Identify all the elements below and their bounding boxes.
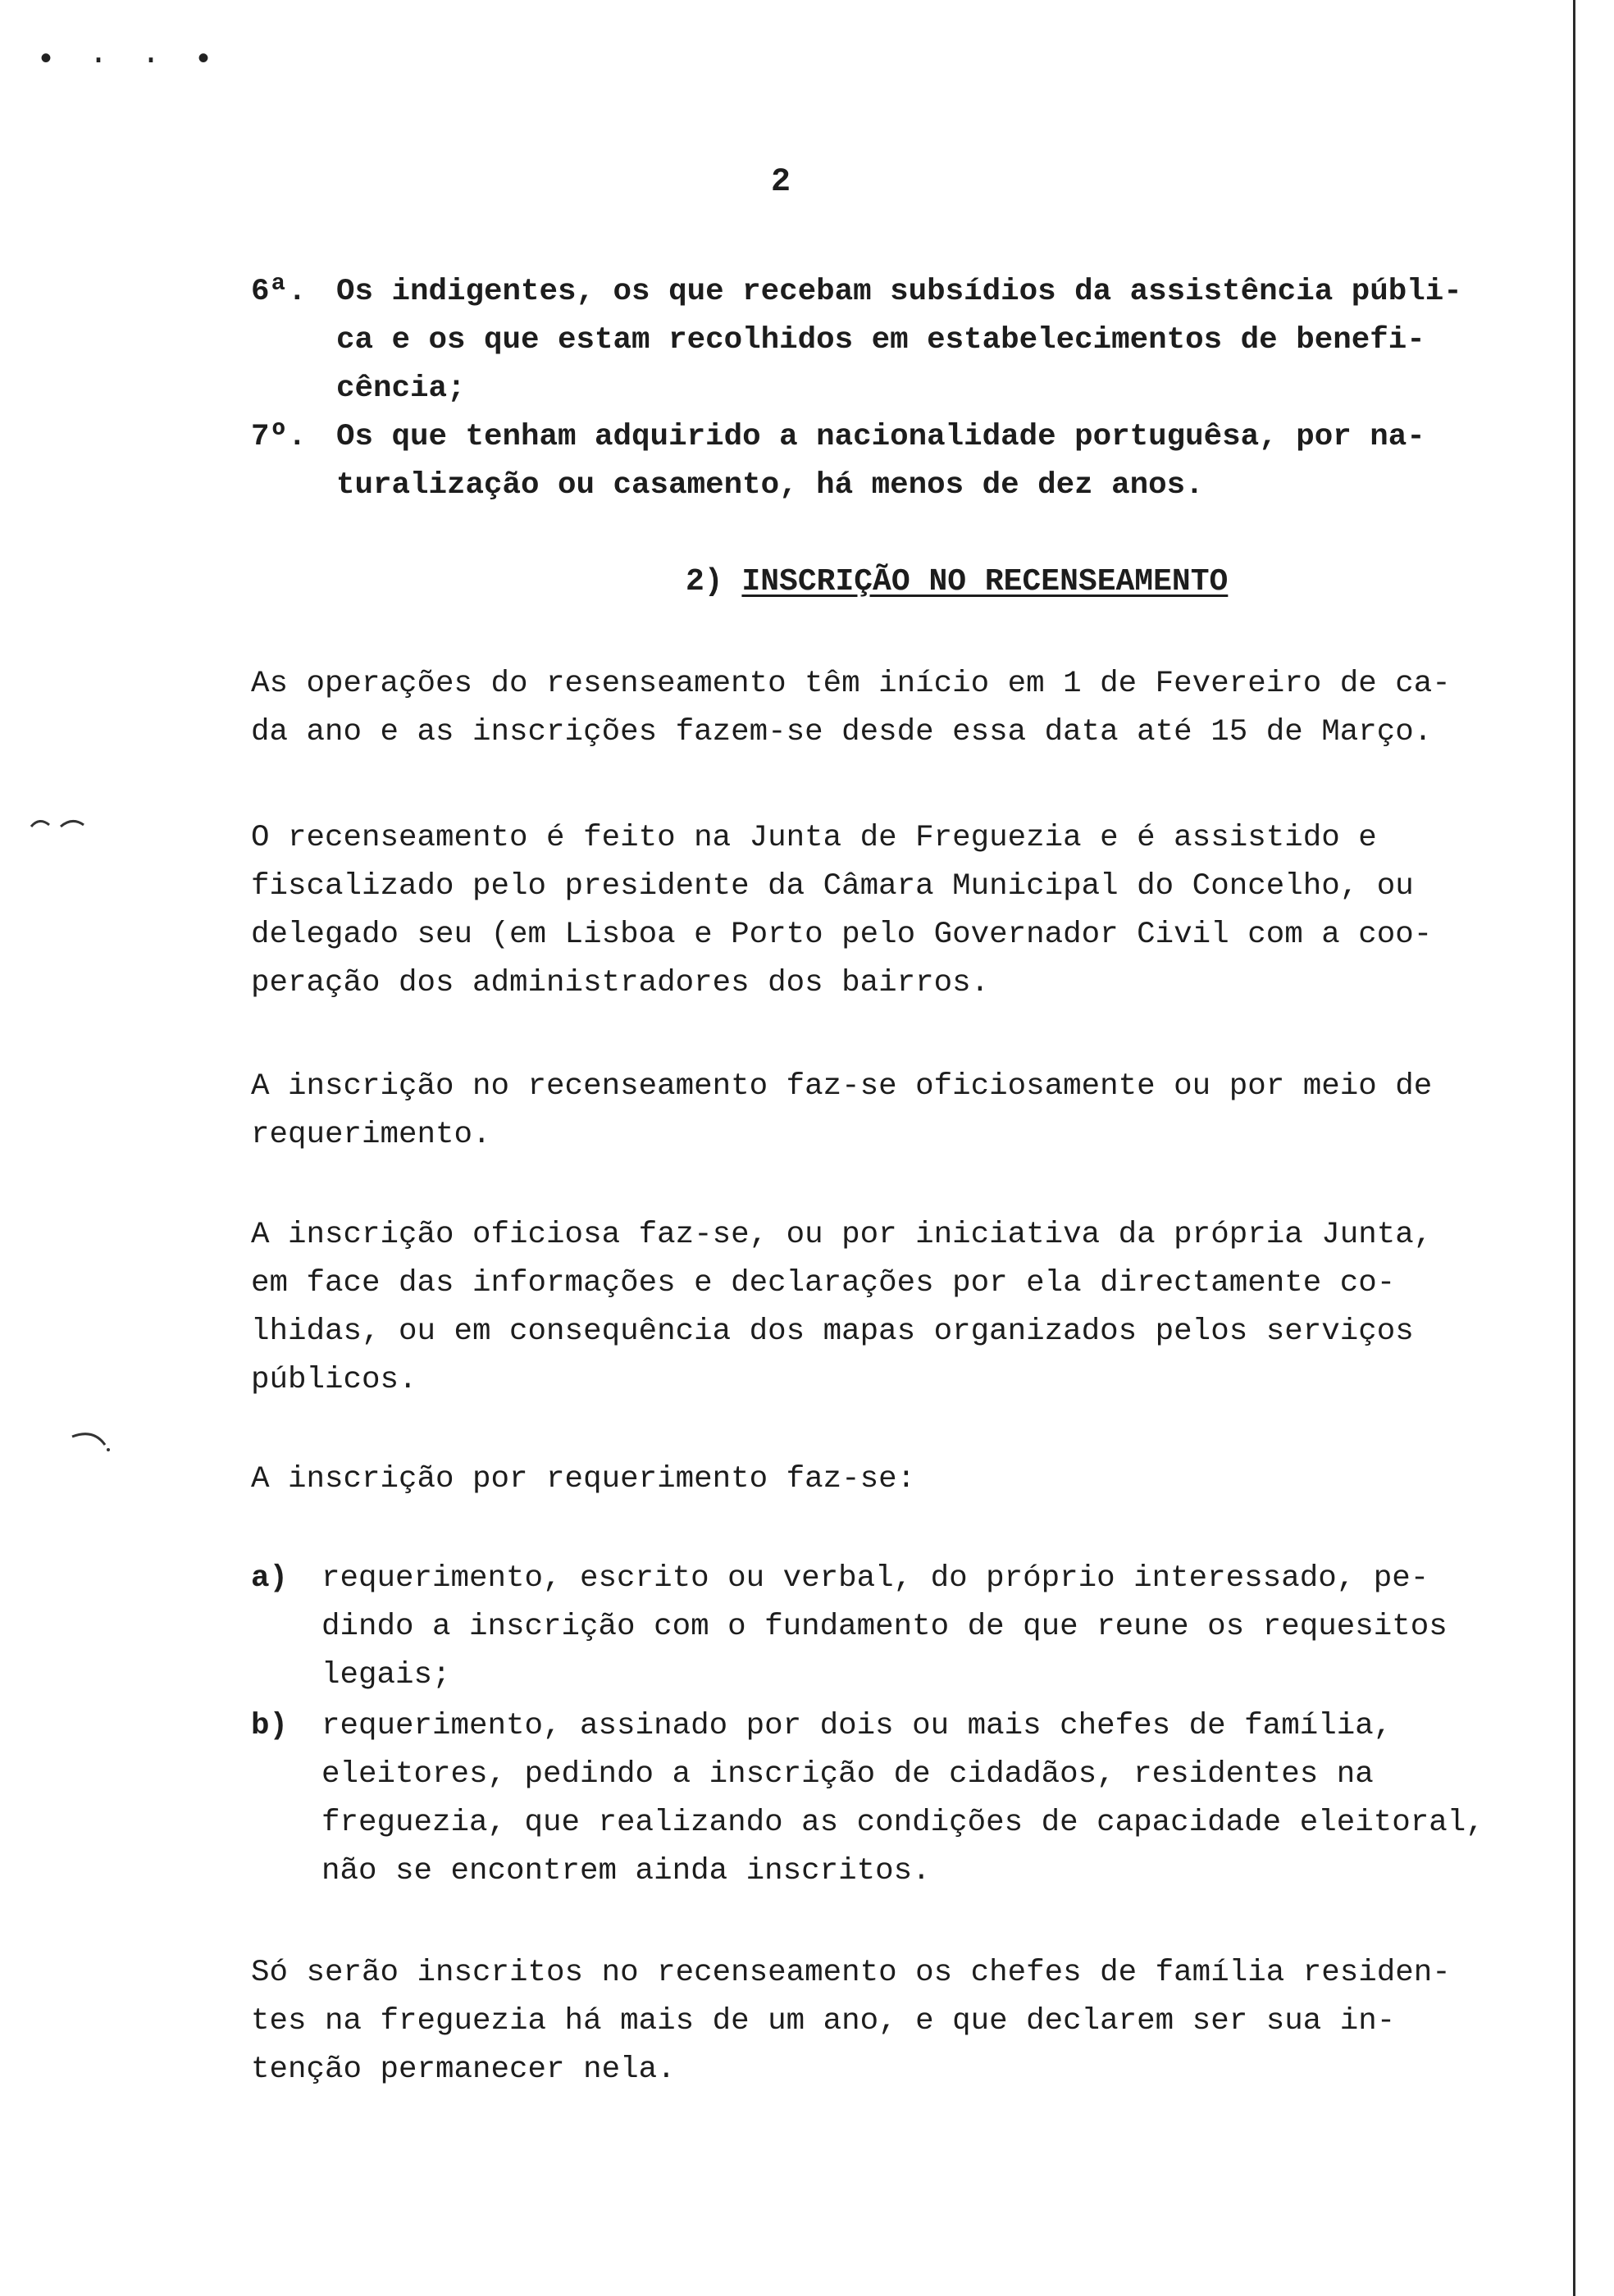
section-number: 2) <box>686 564 723 599</box>
paragraph-line: tenção permanecer nela. <box>251 2052 676 2087</box>
section-title: INSCRIÇÃO NO RECENSEAMENTO <box>741 564 1229 599</box>
item-line: Os indigentes, os que recebam subsídios da assistência públi- <box>336 275 1462 309</box>
paragraph-line: Só serão inscritos no recenseamento os chefes de família residen- <box>251 1956 1451 1990</box>
list-line: dindo a inscrição com o fundamento de que reune os requesitos <box>321 1610 1448 1644</box>
list-line: não se encontrem ainda inscritos. <box>321 1854 931 1888</box>
paragraph-line: A inscrição por requerimento faz-se: <box>251 1462 916 1496</box>
list-line: requerimento, assinado por dois ou mais chefes de família, <box>321 1709 1393 1743</box>
paragraph-line: A inscrição oficiosa faz-se, ou por iniciativa da própria Junta, <box>251 1218 1433 1252</box>
list-line: eleitores, pedindo a inscrição de cidadãos, residentes na <box>321 1757 1374 1792</box>
paragraph-line: A inscrição no recenseamento faz-se oficiosamente ou por meio de <box>251 1069 1433 1104</box>
paragraph-line: delegado seu (em Lisboa e Porto pelo Governador Civil com a coo- <box>251 918 1433 952</box>
section-heading <box>686 558 1228 606</box>
page-number: 2 <box>771 164 791 201</box>
item-number: 7º. <box>251 420 307 454</box>
list-line: requerimento, escrito ou verbal, do próprio interessado, pe- <box>321 1561 1429 1596</box>
paragraph-line: fiscalizado pelo presidente da Câmara Municipal do Concelho, ou <box>251 869 1414 904</box>
list-label: a) <box>251 1561 289 1596</box>
paragraph-line: em face das informações e declarações por ela directamente co- <box>251 1266 1396 1301</box>
list-line: legais; <box>321 1658 451 1692</box>
margin-mark <box>30 812 95 836</box>
margin-mark <box>69 1427 118 1460</box>
paragraph-line: tes na freguezia há mais de um ano, e que declarem ser sua in- <box>251 2004 1396 2039</box>
item-number: 6ª. <box>251 275 307 309</box>
item-line: cência; <box>336 371 466 406</box>
item-line: Os que tenham adquirido a nacionalidade portuguêsa, por na- <box>336 420 1425 454</box>
paragraph-line: As operações do resenseamento têm início em 1 de Fevereiro de ca- <box>251 667 1451 701</box>
corner-dots: • · · • <box>36 43 221 80</box>
paragraph-line: O recenseamento é feito na Junta de Freguezia e é assistido e <box>251 821 1377 855</box>
list-line: freguezia, que realizando as condições de capacidade eleitoral, <box>321 1806 1484 1840</box>
list-label: b) <box>251 1709 289 1743</box>
paragraph-line: peração dos administradores dos bairros. <box>251 966 990 1000</box>
paragraph-line: lhidas, ou em consequência dos mapas organizados pelos serviços <box>251 1314 1414 1349</box>
item-line: turalização ou casamento, há menos de dez anos. <box>336 468 1204 503</box>
paragraph-line: requerimento. <box>251 1118 491 1152</box>
paragraph-line: públicos. <box>251 1363 417 1397</box>
item-line: ca e os que estam recolhidos em estabelecimentos de benefi- <box>336 323 1425 358</box>
paragraph-line: da ano e as inscrições fazem-se desde essa data até 15 de Março. <box>251 715 1433 749</box>
